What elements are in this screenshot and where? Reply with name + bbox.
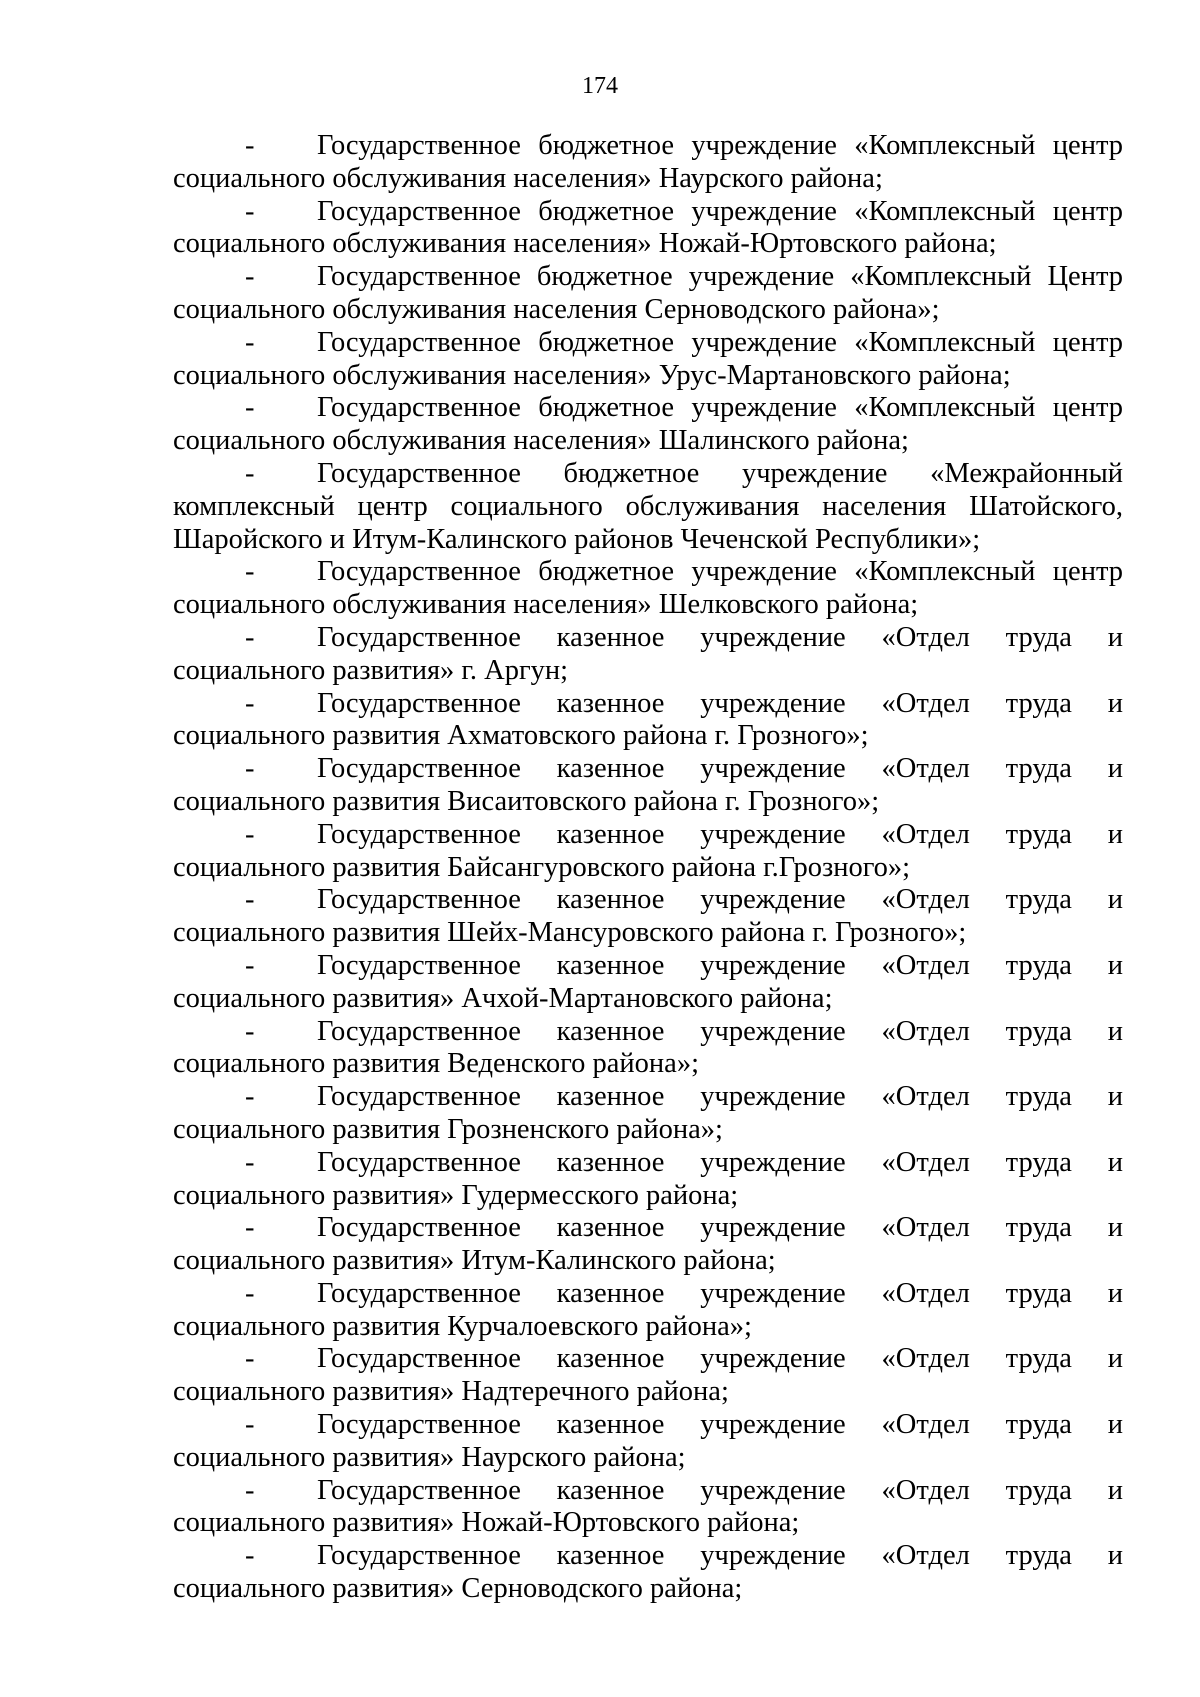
list-item-continuation: социального развития Грозненского района»; (173, 1113, 723, 1145)
list-item-continuation: социального развития Веденского района»; (173, 1048, 699, 1080)
list-item (173, 327, 1123, 393)
list-item-first-line (173, 1081, 1123, 1114)
list-dash: - (245, 1212, 255, 1244)
list-item-continuation: социального развития» Ножай-Юртовского района; (173, 1507, 800, 1539)
list-item-first-line (173, 1212, 1123, 1245)
list-item-lead-text: Государственное бюджетное учреждение «Комплексный центр (317, 195, 1123, 227)
list-dash: - (245, 130, 255, 161)
list-item (173, 1475, 1123, 1541)
list-item (173, 753, 1123, 819)
list-item-first-line (173, 753, 1123, 786)
list-item-lead-text: Государственное казенное учреждение «Отдел труда и (317, 1212, 1123, 1244)
list-item-first-line (173, 392, 1123, 425)
list-item (173, 1147, 1123, 1213)
list-item (173, 1409, 1123, 1475)
list-item-lead-text: Государственное казенное учреждение «Отдел труда и (317, 1540, 1123, 1572)
list-item-first-line (173, 130, 1123, 163)
list-item-lead-text: Государственное казенное учреждение «Отдел труда и (317, 1081, 1123, 1113)
list-item-lead-text: Государственное казенное учреждение «Отдел труда и (317, 621, 1123, 653)
list-item-first-line (173, 1540, 1123, 1573)
list-dash: - (245, 687, 255, 719)
list-item-first-line (173, 1343, 1123, 1376)
list-item-first-line (173, 1278, 1123, 1311)
list-item-continuation: Шаройского и Итум-Калинского районов Чеченской Республики»; (173, 523, 981, 555)
list-item-first-line (173, 819, 1123, 852)
list-dash: - (245, 392, 255, 424)
list-item (173, 458, 1123, 556)
list-item (173, 1081, 1123, 1147)
list-item-first-line (173, 884, 1123, 917)
list-item-continuation: социального обслуживания населения» Наурского района; (173, 162, 883, 194)
list-item (173, 688, 1123, 754)
list-item-lead-text: Государственное казенное учреждение «Отдел труда и (317, 1474, 1123, 1506)
list-item-lead-text: Государственное бюджетное учреждение «Комплексный центр (317, 326, 1123, 358)
list-item (173, 392, 1123, 458)
list-item-continuation: социального развития» Гудермесского района; (173, 1179, 739, 1211)
list-item-lead-text: Государственное бюджетное учреждение «Межрайонный (317, 457, 1123, 489)
list-item-lead-text: Государственное казенное учреждение «Отдел труда и (317, 884, 1123, 916)
list-item-continuation: социального обслуживания населения» Урус-Мартановского района; (173, 359, 1011, 391)
list-item-first-line (173, 1016, 1123, 1049)
list-item (173, 1016, 1123, 1082)
list-item-lead-text: Государственное казенное учреждение «Отдел труда и (317, 1343, 1123, 1375)
list-item (173, 261, 1123, 327)
list-item-continuation: социального обслуживания населения» Шалинского района; (173, 425, 909, 457)
list-dash: - (245, 621, 255, 653)
list-item-continuation: социального развития Байсангуровского района г.Грозного»; (173, 851, 911, 883)
list-item-lead-text: Государственное казенное учреждение «Отдел труда и (317, 1409, 1123, 1441)
list-dash: - (245, 949, 255, 981)
list-item (173, 622, 1123, 688)
list-item-lead-text: Государственное казенное учреждение «Отдел труда и (317, 949, 1123, 981)
list-dash: - (245, 884, 255, 916)
page-number: 174 (582, 73, 618, 99)
list-item (173, 1343, 1123, 1409)
list-item-first-line (173, 688, 1123, 721)
list-item-lead-text: Государственное бюджетное учреждение «Комплексный центр (317, 130, 1123, 161)
list-dash: - (245, 753, 255, 785)
list-item-continuation: социального развития» Серноводского района; (173, 1573, 743, 1605)
list-dash: - (245, 1409, 255, 1441)
list-item-lead-text: Государственное казенное учреждение «Отдел труда и (317, 753, 1123, 785)
list-item-continuation: социального обслуживания населения Серноводского района»; (173, 293, 940, 325)
list-item-lead-text: Государственное казенное учреждение «Отдел труда и (317, 1015, 1123, 1047)
list-dash: - (245, 261, 255, 293)
list-item-lead-text: Государственное бюджетное учреждение «Комплексный центр (317, 392, 1123, 424)
list-item-continuation: социального развития» г. Аргун; (173, 654, 569, 686)
list-item (173, 130, 1123, 196)
list-item-lead-text: Государственное бюджетное учреждение «Комплексный центр (317, 556, 1123, 588)
list-item (173, 884, 1123, 950)
list-item-continuation: социального развития Курчалоевского района»; (173, 1310, 752, 1342)
list-item (173, 1278, 1123, 1344)
list-dash: - (245, 457, 255, 489)
list-item-first-line (173, 1475, 1123, 1508)
list-dash: - (245, 1146, 255, 1178)
list-item-lead-text: Государственное бюджетное учреждение «Комплексный Центр (317, 261, 1123, 293)
list-item-first-line (173, 261, 1123, 294)
list-item (173, 556, 1123, 622)
list-item-first-line (173, 1147, 1123, 1180)
list-item-continuation: социального развития» Ачхой-Мартановского района; (173, 982, 833, 1014)
list-item-lead-text: Государственное казенное учреждение «Отдел труда и (317, 818, 1123, 850)
list-item-continuation: комплексный центр социального обслуживания населения Шатойского, (173, 490, 1123, 522)
list-dash: - (245, 1540, 255, 1572)
list-dash: - (245, 1343, 255, 1375)
list-item-continuation: социального развития» Итум-Калинского района; (173, 1245, 776, 1277)
list-item-continuation: социального развития» Надтеречного района; (173, 1376, 729, 1408)
institution-list (173, 130, 1123, 1606)
list-dash: - (245, 818, 255, 850)
list-item-lead-text: Государственное казенное учреждение «Отдел труда и (317, 1146, 1123, 1178)
list-item (173, 1540, 1123, 1606)
list-item-continuation: социального развития Висаитовского района г. Грозного»; (173, 785, 880, 817)
list-item-first-line (173, 556, 1123, 589)
list-item-continuation: социального развития» Наурского района; (173, 1441, 686, 1473)
list-dash: - (245, 1474, 255, 1506)
list-dash: - (245, 326, 255, 358)
list-item (173, 1212, 1123, 1278)
list-item-lead-text: Государственное казенное учреждение «Отдел труда и (317, 687, 1123, 719)
list-item-lead-text: Государственное казенное учреждение «Отдел труда и (317, 1277, 1123, 1309)
list-item-first-line (173, 950, 1123, 983)
list-item-first-line (173, 327, 1123, 360)
list-item-continuation: социального обслуживания населения» Шелковского района; (173, 589, 919, 621)
list-item-continuation: социального развития Шейх-Мансуровского района г. Грозного»; (173, 917, 967, 949)
list-item (173, 950, 1123, 1016)
list-item-continuation: социального развития Ахматовского района г. Грозного»; (173, 720, 869, 752)
list-dash: - (245, 1015, 255, 1047)
list-dash: - (245, 195, 255, 227)
list-dash: - (245, 556, 255, 588)
list-item-first-line (173, 196, 1123, 229)
list-dash: - (245, 1081, 255, 1113)
list-item (173, 819, 1123, 885)
list-item-first-line (173, 622, 1123, 655)
list-item-first-line (173, 458, 1123, 491)
list-item (173, 196, 1123, 262)
list-dash: - (245, 1277, 255, 1309)
list-item-first-line (173, 1409, 1123, 1442)
list-item-continuation: социального обслуживания населения» Ножай-Юртовского района; (173, 228, 997, 260)
